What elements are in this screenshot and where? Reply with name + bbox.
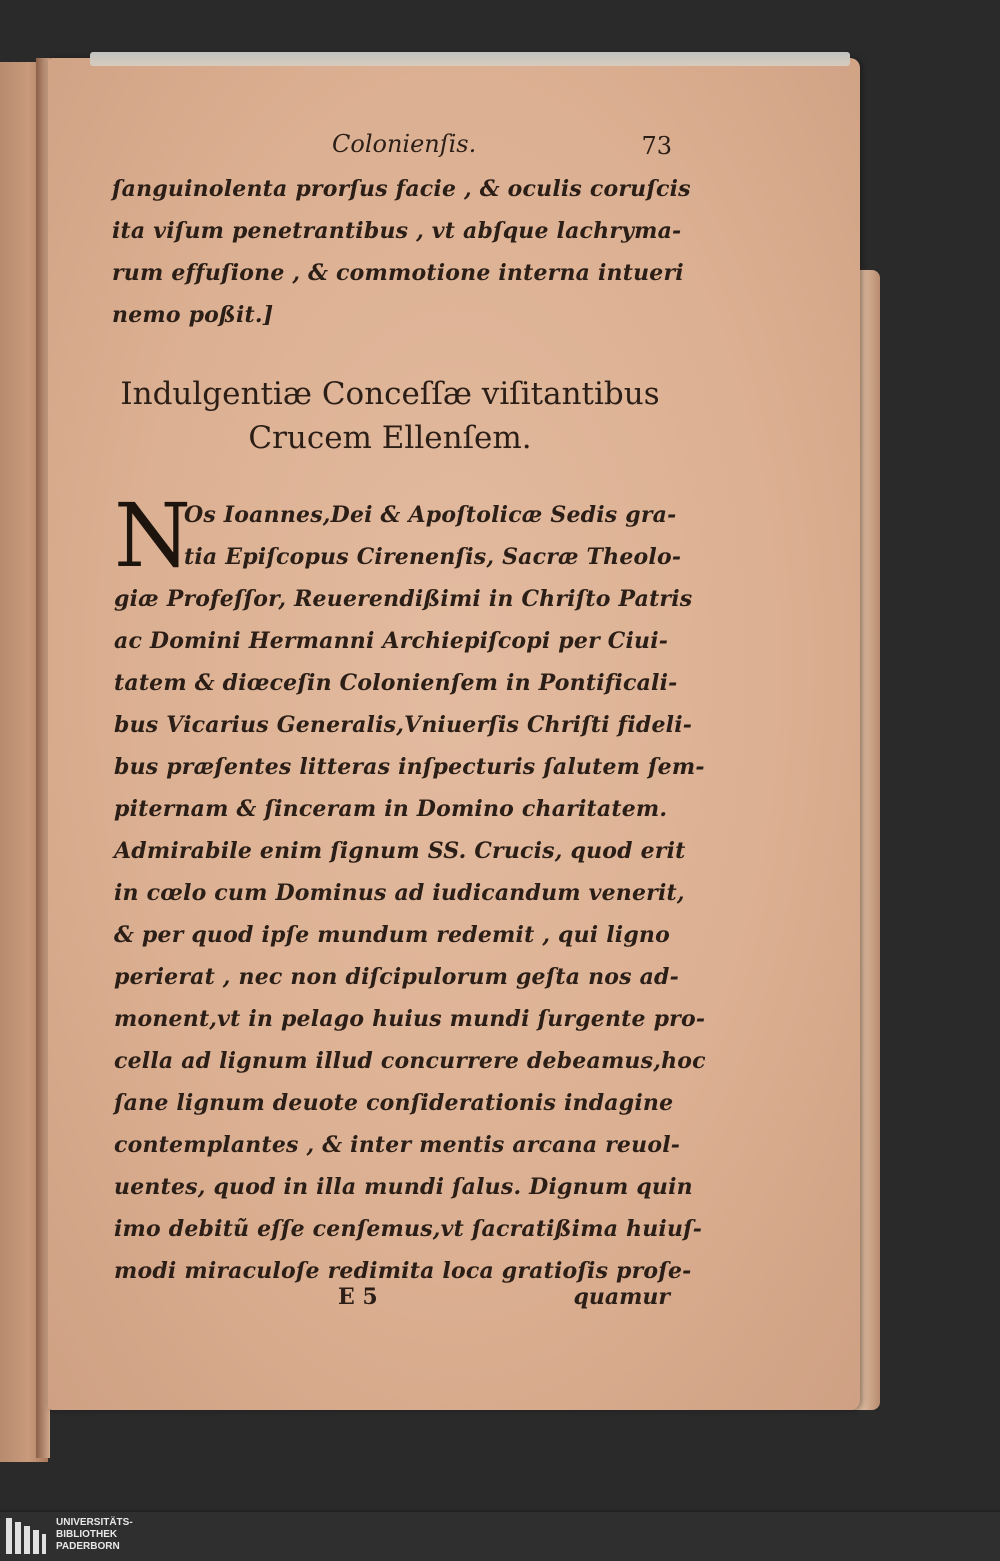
text-line: uentes, quod in illa mundi ſalus. Dignum quin [114, 1174, 693, 1200]
text-line: nemo poßit.] [112, 302, 274, 328]
text-line: bus Vicarius Generalis,Vniuerſis Chriſti fideli- [114, 712, 693, 738]
text-line: Os Ioannes,Dei & Apoſtolicæ Sedis gra- [184, 502, 677, 528]
text-line: bus præſentes litteras inſpecturis ſalutem ſem- [114, 754, 705, 780]
library-name-line: UNIVERSITÄTS- [56, 1517, 133, 1528]
library-name [56, 1517, 133, 1553]
text-line: ſane lignum deuote conſiderationis indagine [114, 1090, 674, 1116]
text-line: monent,vt in pelago huius mundi ſurgente pro- [114, 1006, 706, 1032]
text-line: tia Epiſcopus Cirenenſis, Sacræ Theolo- [184, 544, 682, 570]
running-head [112, 128, 672, 168]
text-line: Admirabile enim ſignum SS. Crucis, quod erit [114, 838, 686, 864]
text-line: ac Domini Hermanni Archiepiſcopi per Ciui- [114, 628, 669, 654]
page-top-text [112, 128, 691, 336]
text-line: cella ad lignum illud concurrere debeamus,hoc [114, 1048, 706, 1074]
body-text [114, 484, 706, 1292]
text-line: ita viſum penetrantibus , vt abſque lachryma- [112, 218, 682, 244]
text-line: piternam & ſinceram in Domino charitatem. [114, 796, 668, 822]
signature-mark: E 5 [338, 1284, 378, 1310]
text-line: contemplantes , & inter mentis arcana reuol- [114, 1132, 681, 1158]
catchword: quamur [573, 1284, 670, 1310]
section-heading [110, 372, 670, 460]
text-line: rum effuſione , & commotione interna intueri [112, 260, 684, 286]
library-logo-icon [4, 1516, 48, 1556]
drop-cap: N [114, 484, 191, 587]
library-footer-bar [0, 1512, 1000, 1561]
library-name-line: PADERBORN [56, 1541, 120, 1552]
text-line: modi miraculoſe redimita loca gratioſis proſe- [114, 1258, 692, 1284]
page-footer [114, 1284, 670, 1324]
heading-line: Indulgentiæ Conceſſæ viſitantibus [120, 376, 660, 412]
text-line: tatem & diœceſin Colonienſem in Pontificali- [114, 670, 678, 696]
text-line: imo debitũ eſſe cenſemus,vt ſacratißima huiuſ- [114, 1216, 703, 1242]
text-line: in cœlo cum Dominus ad iudicandum venerit, [114, 880, 685, 906]
page-number: 73 [641, 132, 672, 160]
text-line: & per quod ipſe mundum redemit , qui ligno [114, 922, 670, 948]
top-edge-strip [90, 52, 850, 66]
text-line: giæ Profeſſor, Reuerendißimi in Chriſto Patris [114, 586, 693, 612]
heading-line: Crucem Ellenſem. [248, 420, 532, 456]
text-line: ſanguinolenta prorſus facie , & oculis coruſcis [112, 176, 691, 202]
running-title: Colonienſis. [332, 130, 477, 158]
library-name-line: BIBLIOTHEK [56, 1529, 118, 1540]
text-line: perierat , nec non diſcipulorum geſta nos ad- [114, 964, 679, 990]
